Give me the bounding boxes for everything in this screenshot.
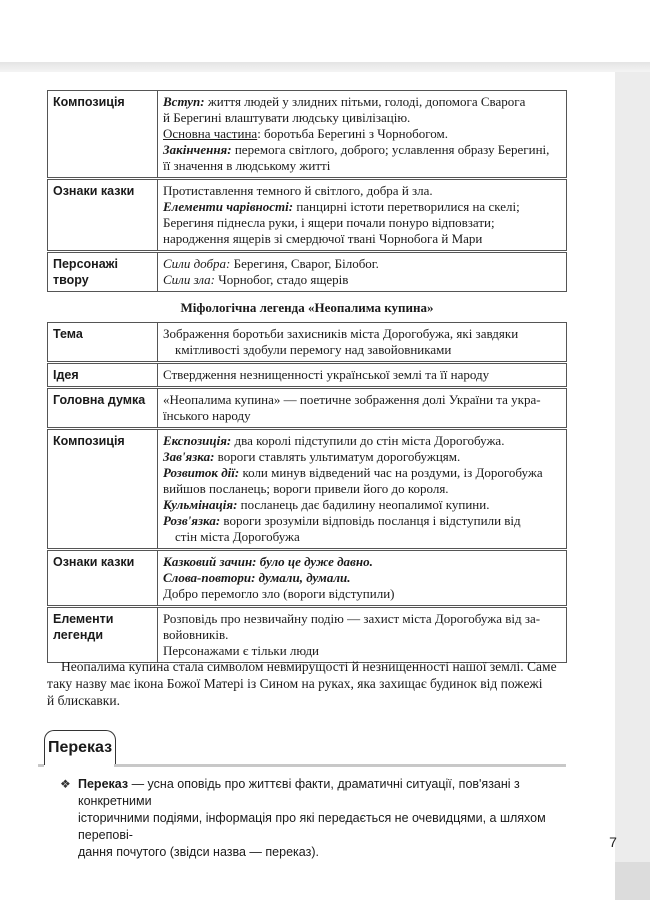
content-line bbox=[163, 433, 562, 449]
legend-analysis-table bbox=[47, 322, 567, 663]
content-keyword: Кульмінація: bbox=[163, 497, 238, 512]
content-text: : боротьба Берегині з Чорнобогом. bbox=[257, 126, 448, 141]
content-text: Чорнобог, стадо ящерів bbox=[215, 272, 349, 287]
definition-text: дання почутого (звідси назва — переказ). bbox=[78, 845, 319, 859]
content-text: Персонажами є тільки люди bbox=[163, 643, 320, 658]
content-text: Берегиня піднесла руки, і ящери почали понуро відповзати; bbox=[163, 215, 495, 230]
table-row bbox=[48, 91, 567, 179]
definition-term: Переказ bbox=[78, 777, 129, 791]
table-row bbox=[48, 363, 567, 388]
content-line bbox=[163, 408, 562, 424]
section-rule bbox=[114, 764, 566, 767]
content-line bbox=[163, 199, 562, 215]
content-text: посланець дає бадилину неопалимої купини. bbox=[237, 497, 490, 512]
content-text: її значення в людському житті bbox=[163, 158, 331, 173]
content-text: два королі підступили до стін міста Дорогобужа. bbox=[231, 433, 505, 448]
content-text: й Берегині влаштувати людську цивілізацію. bbox=[163, 110, 411, 125]
table-row bbox=[48, 323, 567, 363]
content-line bbox=[163, 94, 562, 110]
content-line bbox=[163, 256, 562, 272]
table-row bbox=[48, 550, 567, 607]
content-text: перемога світлого, доброго; уславлення образу Берегині, bbox=[231, 142, 550, 157]
row-label: Композиція bbox=[48, 91, 158, 179]
row-label: Тема bbox=[48, 323, 158, 363]
content-line bbox=[163, 627, 562, 643]
content-line bbox=[163, 272, 562, 288]
content-text: кмітливості здобули перемогу над завойовниками bbox=[175, 342, 452, 357]
table-row bbox=[48, 179, 567, 252]
content-keyword: Слова-повтори: думали, думали. bbox=[163, 570, 351, 585]
content-text: вийшов посланець; вороги привели його до короля. bbox=[163, 481, 449, 496]
content-line bbox=[163, 110, 562, 126]
content-line bbox=[163, 497, 562, 513]
section-header bbox=[44, 728, 566, 768]
content-line bbox=[163, 215, 562, 231]
page-number: 7 bbox=[609, 834, 617, 850]
content-line bbox=[163, 611, 562, 627]
content-keyword: Розвиток дії: bbox=[163, 465, 240, 480]
content-text: життя людей у злидних пітьми, голоді, допомога Сварога bbox=[204, 94, 526, 109]
top-gray-band bbox=[0, 0, 650, 72]
content-text: войовників. bbox=[163, 627, 229, 642]
table-row bbox=[48, 429, 567, 550]
content-line bbox=[163, 126, 562, 142]
definition-block bbox=[60, 776, 566, 861]
content-line bbox=[163, 326, 562, 342]
content-line bbox=[163, 643, 562, 659]
content-line bbox=[163, 231, 562, 247]
row-label: Ознаки казки bbox=[48, 550, 158, 607]
row-content bbox=[158, 550, 567, 607]
content-line bbox=[163, 513, 562, 529]
content-line bbox=[163, 586, 562, 602]
paragraph-line: й блискавки. bbox=[47, 693, 120, 708]
content-line bbox=[163, 481, 562, 497]
content-text: вороги зрозуміли відповідь посланця і відступили від bbox=[220, 513, 521, 528]
content-text: «Неопалима купина» — поетичне зображення долі України та укра- bbox=[163, 392, 541, 407]
content-line bbox=[163, 342, 562, 358]
content-keyword: Розв'язка: bbox=[163, 513, 221, 528]
row-content bbox=[158, 252, 567, 292]
content-line bbox=[163, 367, 562, 383]
content-keyword: Вступ: bbox=[163, 94, 205, 109]
content-text: Добро перемогло зло (вороги відступили) bbox=[163, 586, 395, 601]
content-line bbox=[163, 465, 562, 481]
paragraph-line: Неопалима купина стала символом невмирущості й незнищенності нашої землі. Саме bbox=[61, 659, 557, 674]
content-text: коли минув відведений час на роздуми, із Дорогобужа bbox=[239, 465, 543, 480]
definition-text: історичними подіями, інформація про які передається не очевидцями, а шляхом перепові- bbox=[78, 811, 546, 842]
legend-table-title: Міфологічна легенда «Неопалима купина» bbox=[180, 300, 434, 315]
row-content bbox=[158, 363, 567, 388]
table-row bbox=[48, 388, 567, 429]
row-label: Ознаки казки bbox=[48, 179, 158, 252]
content-keyword: Основна частина bbox=[163, 126, 258, 141]
diamond-bullet-icon: ❖ bbox=[60, 777, 71, 791]
section-title: Переказ bbox=[44, 730, 116, 765]
content-keyword: Закінчення: bbox=[163, 142, 232, 157]
page-edge-strip bbox=[615, 72, 650, 900]
row-content bbox=[158, 607, 567, 663]
row-label: Персонажі твору bbox=[48, 252, 158, 292]
content-text: стін міста Дорогобужа bbox=[175, 529, 300, 544]
content-text: панцирні істоти перетворилися на скелі; bbox=[293, 199, 520, 214]
content-line bbox=[163, 158, 562, 174]
row-label: Ідея bbox=[48, 363, 158, 388]
row-content bbox=[158, 388, 567, 429]
fairytale-analysis-table bbox=[47, 90, 567, 292]
content-text: вороги ставлять ультиматум дорогобужцям. bbox=[214, 449, 461, 464]
paragraph-line: таку назву має ікона Божої Матері із Сином на руках, яка захищає будинок від пожежі bbox=[47, 676, 543, 691]
row-content bbox=[158, 323, 567, 363]
content-keyword: Експозиція: bbox=[163, 433, 232, 448]
table-row bbox=[48, 607, 567, 663]
content-text: народження ящерів зі смердючої твані Чорнобога й Мари bbox=[163, 231, 483, 246]
content-line bbox=[163, 570, 562, 586]
content-keyword: Казковий зачин: було це дуже давно. bbox=[163, 554, 373, 569]
row-content bbox=[158, 179, 567, 252]
content-line bbox=[163, 183, 562, 199]
content-keyword: Сили добра: bbox=[163, 256, 231, 271]
row-label: Елементи легенди bbox=[48, 607, 158, 663]
page-edge-tab bbox=[615, 862, 650, 900]
table-row bbox=[48, 252, 567, 292]
content-keyword: Сили зла: bbox=[163, 272, 215, 287]
row-label: Композиція bbox=[48, 429, 158, 550]
content-line bbox=[163, 554, 562, 570]
row-content bbox=[158, 429, 567, 550]
content-text: Ствердження незнищенності української землі та її народу bbox=[163, 367, 490, 382]
row-content bbox=[158, 91, 567, 179]
content-line bbox=[163, 529, 562, 545]
closing-paragraph bbox=[47, 658, 567, 709]
content-text: Протиставлення темного й світлого, добра й зла. bbox=[163, 183, 433, 198]
content-line bbox=[163, 142, 562, 158]
content-text: Зображення боротьби захисників міста Дорогобужа, які завдяки bbox=[163, 326, 519, 341]
definition-text: — усна оповідь про життєві факти, драматичні ситуації, пов'язані з конкретними bbox=[78, 777, 520, 808]
content-text: їнського народу bbox=[163, 408, 251, 423]
content-text: Розповідь про незвичайну подію — захист міста Дорогобужа від за- bbox=[163, 611, 541, 626]
content-text: Берегиня, Сварог, Білобог. bbox=[230, 256, 379, 271]
row-label: Головна думка bbox=[48, 388, 158, 429]
content-keyword: Зав'язка: bbox=[163, 449, 215, 464]
content-keyword: Елементи чарівності: bbox=[163, 199, 294, 214]
content-line bbox=[163, 449, 562, 465]
content-line bbox=[163, 392, 562, 408]
